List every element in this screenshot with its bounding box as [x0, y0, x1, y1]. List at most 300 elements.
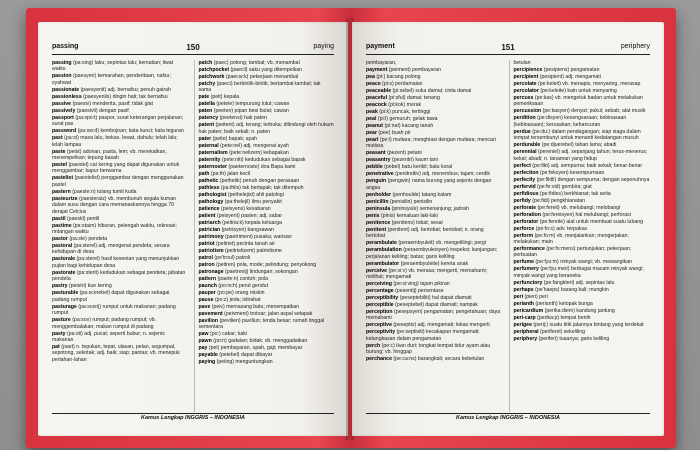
entry-definition: (paeci) berbintik-bintik; bertambal-tambal; tak sama	[198, 81, 321, 94]
dictionary-entry	[366, 213, 503, 219]
dictionary-entry	[52, 331, 188, 344]
entry-definition: (pe:fangkteri) adj. sepintas lalu	[543, 279, 615, 286]
entry-headword: perambulate	[366, 240, 397, 247]
entry-headword: pay	[198, 345, 208, 352]
entry-headword: pastorate	[52, 269, 76, 276]
dictionary-entry	[366, 281, 503, 287]
entry-headword: peninsula	[366, 205, 391, 212]
dictionary-entry	[199, 213, 335, 219]
dictionary-entry	[52, 189, 188, 195]
entry-definition: (periferel) sekeliling	[540, 328, 586, 335]
entry-headword: pate	[198, 94, 210, 101]
entry-definition: (pa:scerebel) dapat digunakan sebagai padang rumput	[52, 290, 170, 303]
entry-headword: perceptibility	[366, 295, 399, 302]
entry-definition: (peseptiv) adj. mengamati; lekas mengerti	[393, 322, 490, 329]
entry-definition: (pe:fidi) pengkhianatan	[532, 197, 586, 204]
entry-headword: password	[52, 128, 77, 135]
entry-definition: (peisyent) pasien; adj. sabar	[216, 212, 283, 219]
entry-definition: (pa:th) jalan kecil	[210, 170, 251, 177]
dictionary-entry	[199, 101, 335, 107]
entry-definition: (pe:l) mutiara; menghiasi dengan mutiara; mencari mutiara	[366, 137, 496, 150]
entry-definition: (pe:fiktli) dengan sempurna; dengan sepenuhnya	[536, 176, 650, 183]
left-header-guide-word: passing	[52, 43, 79, 50]
entry-headword: perforation	[513, 211, 541, 218]
dictionary-entry	[514, 67, 651, 73]
dictionary-entry	[199, 185, 335, 191]
dictionary-entry	[199, 276, 335, 282]
dictionary-entry	[514, 212, 651, 218]
entry-headword: pastel	[52, 162, 67, 169]
dictionary-entry	[199, 150, 335, 156]
entry-definition: (pi:s) perdamaian	[382, 81, 423, 87]
entry-headword: pater	[198, 135, 212, 142]
dictionary-entry	[199, 81, 335, 94]
entry-headword: past	[52, 135, 63, 142]
dictionary-entry	[366, 268, 503, 281]
dictionary-entry	[514, 322, 651, 328]
dictionary-entry	[366, 302, 503, 308]
entry-definition: (pe:c) ikan duri; tongkat tempat tidur ayam atau burung; vb. hinggap	[366, 342, 491, 356]
left-header-end-word: paying	[313, 43, 334, 50]
dictionary-entry	[366, 199, 503, 205]
entry-definition: (penisilin) penisilin	[389, 198, 433, 205]
entry-headword: pattern	[198, 275, 217, 282]
entry-definition: (pe:kas) vb. mengetuk badan untuk melakukan pemeriksaan	[513, 95, 643, 108]
dictionary-entry	[52, 223, 188, 236]
dictionary-entry	[366, 95, 503, 101]
entry-definition: (pethelejist) ahli patologi	[227, 191, 284, 198]
entry-definition: (peiv) memasang batu; menempatkan	[211, 303, 300, 310]
dictionary-entry	[366, 150, 503, 156]
entry-headword: paw	[198, 331, 209, 338]
right-column-2	[509, 60, 651, 412]
entry-definition: (pi:sebel) suka damai; cinta damai	[392, 88, 472, 94]
entry-headword: paternity	[198, 156, 221, 163]
entry-headword: pathless	[198, 184, 220, 191]
dictionary-entry	[199, 338, 335, 344]
entry-definition: (peraembyuleisyen) inspeksi; kunjungan; perjalanan keliling; batas; garis keliling	[366, 247, 498, 260]
entry-headword: patience	[198, 205, 220, 212]
entry-definition: (pa:thelejil) ilmu penyakit	[224, 198, 282, 205]
entry-headword: perfervid	[513, 183, 536, 190]
entry-headword: perfidious	[513, 190, 539, 197]
dictionary-entry	[366, 157, 503, 163]
dictionary-entry	[199, 108, 335, 114]
entry-headword: patrician	[198, 226, 221, 233]
entry-headword: paten	[198, 108, 213, 115]
entry-definition: (peite) bapak; ayah	[212, 135, 258, 142]
dictionary-entry	[52, 216, 188, 222]
entry-headword: penholder	[366, 191, 392, 198]
entry-headword: perceptible	[366, 302, 394, 309]
entry-definition: (pa:spo:t) paspor, surat keterangan perjalanan; surat pas	[52, 114, 184, 128]
entry-definition: (paet) n. tepukan, tepat, ulasan, pelan, segumpal, sepotong, sekotak; adj. baik; siap; pantas; vb. menepuk perlahan-lahan	[52, 343, 180, 363]
left-column-1	[52, 60, 188, 412]
entry-definition: (pe:du:) dalam pendagangan; siap siaga dalam tempat tersembunyi untuk menanti kedatangan musuh	[513, 128, 641, 142]
entry-headword: patella	[198, 101, 215, 108]
left-page-header	[52, 42, 334, 55]
right-page	[352, 22, 664, 436]
entry-headword: patient	[198, 212, 216, 219]
entry-definition: (pa:sterel) adj. mengenai pendeta; secara kehidupan di desa	[52, 243, 170, 256]
entry-headword: perdurable	[513, 142, 541, 149]
entry-headword: patriarch	[198, 219, 221, 226]
dictionary-entry	[199, 74, 335, 80]
entry-definition: (pe:fereit) vb. melubangi; melobangi	[537, 204, 621, 211]
entry-definition: (pevilien) paviliun; tenda besar; rumah tinggal sementara	[198, 317, 325, 331]
entry-definition: (pete:nelizem) kebapakan	[229, 149, 289, 156]
dictionary-entry	[514, 226, 651, 232]
entry-definition: (paeste:n) tulang tumit kuda	[72, 188, 137, 195]
entry-headword: perfidy	[513, 197, 531, 204]
entry-headword: patchy	[198, 81, 216, 87]
dictionary-entry	[199, 345, 335, 351]
dictionary-entry	[366, 102, 503, 108]
entry-definition: (po:n) gadaian; bidak; vb. menggadaikan	[213, 338, 308, 345]
dictionary-entry	[199, 234, 335, 240]
dictionary-entry	[514, 170, 651, 176]
entry-headword: paste	[52, 148, 66, 155]
dictionary-entry	[514, 95, 651, 108]
entry-definition: (pe:septiviti) kecakapan mengamati; ketangkasan dalam pengamatan	[366, 329, 480, 342]
dictionary-entry	[199, 164, 335, 170]
entry-headword: peanut	[366, 123, 384, 129]
entry-headword: perfumery	[513, 266, 539, 273]
entry-definition: (paesyen) kemarahan; penderitaan, nafsu; syahwat	[52, 73, 171, 86]
entry-headword: penis	[366, 212, 380, 219]
entry-definition: (pete:nel) adj. mengenai ayah	[220, 142, 289, 149]
entry-headword: perceiving	[366, 281, 392, 288]
entry-definition: (pa:sce) rumput; padang rumput; vb. menggembalakan; makan rumput di padang	[52, 317, 157, 330]
entry-headword: pave	[198, 303, 211, 310]
entry-definition: (peist) adonan, pasta, lem; vb. merekatkan, menempelkan; tepung basah	[52, 148, 167, 162]
dictionary-entry	[52, 60, 188, 73]
entry-definition: (peetensi) hak paten	[219, 115, 267, 122]
left-page	[38, 22, 348, 436]
dictionary-entry	[199, 283, 335, 289]
entry-headword: percuss	[513, 95, 534, 101]
entry-definition: (pininsyule) semenanjung; jazirah	[391, 205, 469, 212]
right-column-1	[366, 60, 503, 412]
entry-headword: paternoster	[198, 163, 228, 170]
dictionary-entry	[514, 74, 651, 80]
entry-headword: performance	[513, 246, 545, 253]
dictionary-entry	[366, 171, 503, 177]
entry-definition: (pe:fo:s) adv. terpaksa	[535, 225, 587, 232]
entry-headword: perforator	[513, 218, 539, 225]
entry-headword: percolate	[513, 81, 537, 87]
entry-definition: (pieri) peri	[524, 293, 548, 300]
entry-definition: (peseptebel) dapat diamati; nampak	[395, 302, 478, 309]
dictionary-entry	[514, 246, 651, 259]
entry-definition: (pe:keleite) kain untuk menyaring	[540, 88, 617, 94]
dictionary-entry	[52, 115, 188, 128]
entry-definition: (pesepsyen) pengamatan; pengetahuan; daya memahami	[366, 309, 501, 322]
dictionary-entry	[514, 280, 651, 286]
dictionary-entry	[52, 135, 188, 148]
entry-headword: perambulation	[366, 247, 402, 254]
entry-headword: passive	[52, 100, 72, 107]
entry-definition: (perika:diem) kandung jantung	[544, 307, 615, 314]
dictionary-entry	[514, 233, 651, 246]
entry-headword: penitence	[366, 219, 391, 226]
entry-headword: passively	[52, 107, 76, 114]
entry-headword: pastor	[52, 236, 68, 243]
dictionary-entry	[52, 101, 188, 107]
entry-definition: (pa:sing) laku; sepintas lalu; kematian; liwat waktu	[52, 60, 174, 73]
entry-headword: peacock	[366, 102, 387, 108]
entry-headword: pathology	[198, 198, 224, 205]
entry-definition: (pa:sti) adj. pucat; seperti bubur; n. sejenis makanan	[52, 330, 165, 343]
entry-headword: pastern	[52, 188, 71, 195]
dictionary-entry	[366, 178, 503, 191]
entry-headword: pebble	[366, 164, 383, 171]
left-page-columns	[52, 60, 334, 412]
dictionary-entry	[514, 149, 651, 162]
entry-headword: pathologist	[198, 191, 227, 198]
right-page-number: 151	[501, 43, 515, 52]
left-page-number: 150	[186, 43, 200, 52]
dictionary-entry	[52, 128, 188, 134]
entry-definition: (paesiv) menderita, pasif; tidak giat	[72, 100, 153, 107]
entry-definition: (peitriet) pecinta tanah air	[216, 240, 275, 247]
entry-definition: (peitren) pola, mode; pelindung; penyokong	[216, 261, 317, 268]
entry-definition: (pi:kok) merak	[388, 102, 422, 108]
dictionary-entry	[366, 192, 503, 198]
entry-headword: pasturable	[52, 290, 79, 297]
entry-definition: (penitreitiv) adj. menembus; tajam; cerdik	[395, 171, 490, 178]
entry-definition: (paetrenij) lindungan; sokongan	[225, 268, 298, 275]
dictionary-entry	[199, 94, 335, 100]
entry-headword: passing	[52, 60, 72, 66]
dictionary-entry	[199, 136, 335, 142]
entry-definition: (paesteraiz) vb. membunuh segala kuman dalam susu dengan cara memanaskannya hingga 70 derajat Celcius	[52, 195, 177, 215]
entry-headword: patency	[198, 115, 219, 122]
entry-definition: (po:z) jeda; istirahat	[214, 296, 261, 303]
entry-headword: patchwork	[198, 74, 225, 80]
entry-headword: peripheral	[513, 328, 539, 335]
left-column-2	[194, 60, 335, 412]
entry-definition: (pesipiens) pengamatan	[543, 67, 600, 73]
dictionary-entry	[366, 309, 503, 322]
entry-definition: (pezentri) kaum tani	[391, 157, 438, 164]
dictionary-entry	[199, 143, 335, 149]
dictionary-entry	[199, 206, 335, 212]
entry-headword: percipient	[513, 74, 539, 80]
entry-headword: peak	[366, 109, 378, 115]
entry-headword: perhaps	[513, 286, 534, 293]
dictionary-entry	[199, 318, 335, 331]
dictionary-entry	[52, 304, 188, 317]
dictionary-entry	[366, 88, 503, 94]
entry-definition: (pe:fe:vid) gembira; giat	[537, 183, 592, 190]
entry-definition: (pa:sterel) hasil kesenian yang menunjukkan pujian bagi kehidupan desa	[52, 256, 180, 269]
entry-definition: (pi:sful) damai; tenang	[388, 95, 440, 101]
dictionary-entry	[199, 157, 335, 163]
dictionary-entry	[366, 206, 503, 212]
entry-headword: pasty	[52, 330, 66, 337]
entry-definition: (peivment) trotoar; jalan aspal setapak	[224, 310, 313, 317]
entry-headword: perdue	[513, 128, 531, 135]
dictionary-entry	[199, 359, 335, 365]
dictionary-entry	[52, 196, 188, 215]
dictionary-entry	[514, 191, 651, 197]
entry-headword: payment	[366, 67, 388, 73]
dictionary-entry	[199, 269, 335, 275]
dictionary-entry	[366, 137, 503, 150]
dictionary-entry	[199, 262, 335, 268]
dictionary-entry	[199, 115, 335, 121]
entry-headword: perceptivity	[366, 329, 396, 336]
dictionary-entry	[366, 227, 503, 240]
entry-definition: (po:pe) orang miskin	[217, 289, 265, 296]
entry-headword: perennial	[513, 149, 537, 156]
entry-headword: paternalism	[198, 149, 228, 156]
dictionary-entry	[366, 329, 503, 342]
entry-headword: peasantry	[366, 157, 391, 164]
entry-headword: percolator	[513, 88, 539, 94]
entry-headword: patent	[198, 122, 215, 129]
entry-headword: peal	[366, 116, 377, 122]
entry-definition: (pezent) petani	[387, 150, 422, 157]
entry-definition: (pa:sterit) kedudukan sebagai pendeta; jabatan pendeta	[52, 269, 186, 283]
entry-definition: (paestelist) penggambar dengan menggunakan pastel	[52, 175, 184, 188]
dictionary-entry	[366, 343, 503, 356]
dictionary-book	[26, 8, 676, 448]
dictionary-entry	[199, 290, 335, 296]
entry-headword: paternal	[198, 142, 219, 149]
entry-definition: (paesyenlis) dingin hati; tak bernafsu	[83, 93, 168, 100]
dictionary-entry	[199, 311, 335, 317]
dictionary-entry	[366, 74, 503, 80]
entry-headword: passport	[52, 114, 74, 121]
entry-definition: (pa:sw:d) kembojoan; kata kunci; kata teguran	[77, 128, 184, 135]
entry-definition: (paestel) cat kering yang dapat digunakan untuk menggambar; kapur berwarna	[52, 162, 180, 175]
entry-headword: percentage	[366, 288, 394, 295]
entry-headword: pea	[366, 74, 375, 80]
dictionary-entry	[514, 108, 651, 114]
dictionary-entry	[52, 175, 188, 188]
dictionary-entry	[514, 81, 651, 87]
dictionary-entry	[366, 240, 503, 246]
entry-definition: (paecw:k) pekerjaan menambal	[225, 74, 299, 80]
entry-definition: (pebel) batu kerikil; batu koral	[384, 164, 453, 171]
entry-definition: (pethetik) penuh dengan perasaan	[219, 177, 300, 184]
entry-definition: (paestil) pentil	[67, 215, 100, 222]
entry-headword: perforce	[513, 225, 535, 232]
entry-definition: (paesyenit) adj. bernafsu; penuh gairah	[80, 86, 171, 93]
entry-headword: pat	[52, 343, 60, 350]
dictionary-entry	[52, 149, 188, 162]
entry-headword: passionate	[52, 86, 80, 93]
dictionary-entry	[52, 87, 188, 93]
entry-headword: patchpocket	[198, 67, 230, 73]
left-page-footer: Kamus Lengkap INGGRIS – INDONESIA	[52, 413, 334, 424]
entry-definition: (peitent) adj. terang; terbuka; dilindungi oleh hukum hak paten; baik sekali; n. paten	[198, 122, 334, 135]
dictionary-entry	[52, 344, 188, 363]
entry-definition: (pe:fo:mens) pertunjukan; pekerjaan; perbuatan	[513, 246, 632, 259]
right-page-footer: Kamus Lengkap INGGRIS – INDONESIA	[366, 413, 650, 424]
entry-definition: (peit) kepala	[210, 94, 240, 101]
entry-headword: passion	[52, 73, 72, 80]
dictionary-entry	[52, 270, 188, 283]
entry-headword: peaceful	[366, 95, 388, 101]
entry-definition: (peistri) kue kering	[69, 283, 112, 290]
dictionary-entry	[52, 94, 188, 100]
entry-definition: (pengwin) nama burung yang sejenis dengan angsa	[366, 178, 492, 191]
dictionary-entry	[366, 164, 503, 170]
entry-definition: (pe:djuerebel) tahan lama; abadi	[541, 142, 617, 149]
entry-definition: (pe:disyen) kesengsaraan; kebinasaan (kebinasaan); kerusakan; kehancuran	[513, 115, 627, 128]
dictionary-entry	[366, 261, 503, 267]
dictionary-entry	[52, 236, 188, 242]
entry-headword: perfectly	[513, 176, 536, 183]
entry-definition: (pe:si:v) vb. merasa; mengerti, memahami; melihat; mengamati	[366, 267, 488, 281]
entry-definition: (po:nch) perut gendut	[218, 282, 269, 289]
entry-headword: perigee	[513, 321, 532, 328]
dictionary-entry	[199, 199, 335, 205]
right-page-columns	[366, 60, 650, 412]
dictionary-entry	[199, 227, 335, 233]
entry-headword: perfunctory	[513, 279, 543, 286]
entry-headword: patriotism	[198, 247, 224, 254]
dictionary-entry	[514, 129, 651, 142]
dictionary-entry	[514, 142, 651, 148]
dictionary-entry	[52, 73, 188, 86]
entry-definition: (pinis) kemaluan laki-laki	[381, 212, 438, 219]
entry-headword: pastoral	[52, 243, 73, 250]
entry-headword: pawn	[198, 338, 212, 345]
dictionary-entry	[366, 130, 503, 136]
dictionary-entry	[199, 297, 335, 303]
entry-definition: (paecil) saku yang ditempelkan	[230, 67, 303, 73]
entry-headword: payable	[198, 352, 218, 359]
entry-definition: (pe:fyu:meri) berbagai macam minyak wangi; minyak wangi yang beraneka	[513, 266, 644, 279]
dictionary-entry	[514, 329, 651, 335]
entry-definition: (pe'haeps) barang kali; mungkin	[535, 286, 609, 293]
entry-headword: perception	[366, 309, 393, 316]
dictionary-entry	[514, 308, 651, 314]
entry-headword: perch	[366, 342, 381, 349]
dictionary-entry	[199, 220, 335, 226]
entry-definition: (pe'troul) patroli	[214, 254, 251, 261]
dictionary-entry	[199, 60, 335, 66]
entry-definition: pembayaran,	[366, 60, 397, 66]
dictionary-entry	[52, 162, 188, 175]
right-header-end-word: periphery	[620, 43, 650, 50]
entry-definition: (pe:fidies) berkhianat; tak setia	[540, 190, 611, 197]
entry-headword: perfume	[513, 259, 534, 266]
dictionary-entry	[52, 290, 188, 303]
entry-definition: (pa:thlis) tak bertapak; tak ditempuh	[221, 184, 304, 191]
entry-definition: (pe:keleit) vb. menapis, menyaring, merasap	[538, 81, 641, 87]
dictionary-entry	[514, 301, 651, 307]
entry-definition: (pi:k) puncak, tertinggi	[379, 109, 431, 115]
dictionary-entry	[366, 247, 503, 260]
dictionary-entry	[199, 352, 335, 358]
dictionary-entry	[52, 317, 188, 330]
entry-headword: pastime	[52, 222, 72, 229]
dictionary-entry	[514, 266, 651, 279]
dictionary-entry	[514, 287, 651, 293]
dictionary-entry	[199, 331, 335, 337]
entry-definition: (peiebel) dapat dibayar	[219, 352, 273, 359]
entry-headword: pastorale	[52, 256, 76, 263]
entry-definition: (pa:ste) pendeta	[69, 236, 108, 243]
entry-definition: (pi:l) gemuruh; gelak tawa	[377, 116, 438, 122]
dictionary-entry	[199, 255, 335, 261]
entry-definition: (paesivli) dengan pasif	[76, 107, 129, 114]
